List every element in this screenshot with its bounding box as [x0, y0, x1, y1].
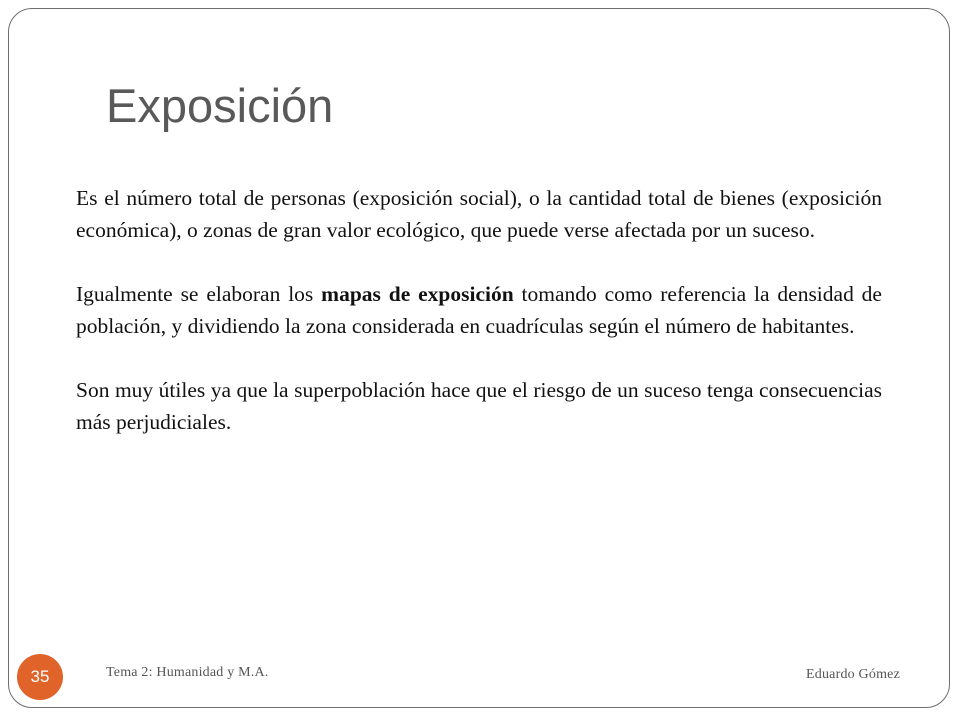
paragraph-definition: Es el número total de personas (exposición social), o la cantidad total de bienes (exposición económica), o zonas de gran valor ecológico, que puede verse afectada por un suceso.: [76, 186, 882, 242]
slide-title: Exposición: [106, 79, 334, 132]
paragraph-maps-term: mapas de exposición: [321, 282, 514, 306]
paragraph-maps: [76, 278, 882, 342]
footer-author: Eduardo Gómez: [806, 667, 900, 682]
slide-number-badge: 35: [17, 654, 63, 700]
paragraph-maps-intro: Igualmente se elaboran los: [76, 282, 322, 306]
paragraph-maps-rest: tomando como referencia la densidad de población, y dividiendo la zona considerada en cuadrículas según el número de habitantes.: [76, 282, 882, 338]
footer-topic: Tema 2: Humanidad y M.A.: [106, 665, 269, 680]
slide-body: [76, 182, 882, 470]
paragraph-usefulness: Son muy útiles ya que la superpoblación hace que el riesgo de un suceso tenga consecuencias más perjudiciales.: [76, 378, 882, 434]
